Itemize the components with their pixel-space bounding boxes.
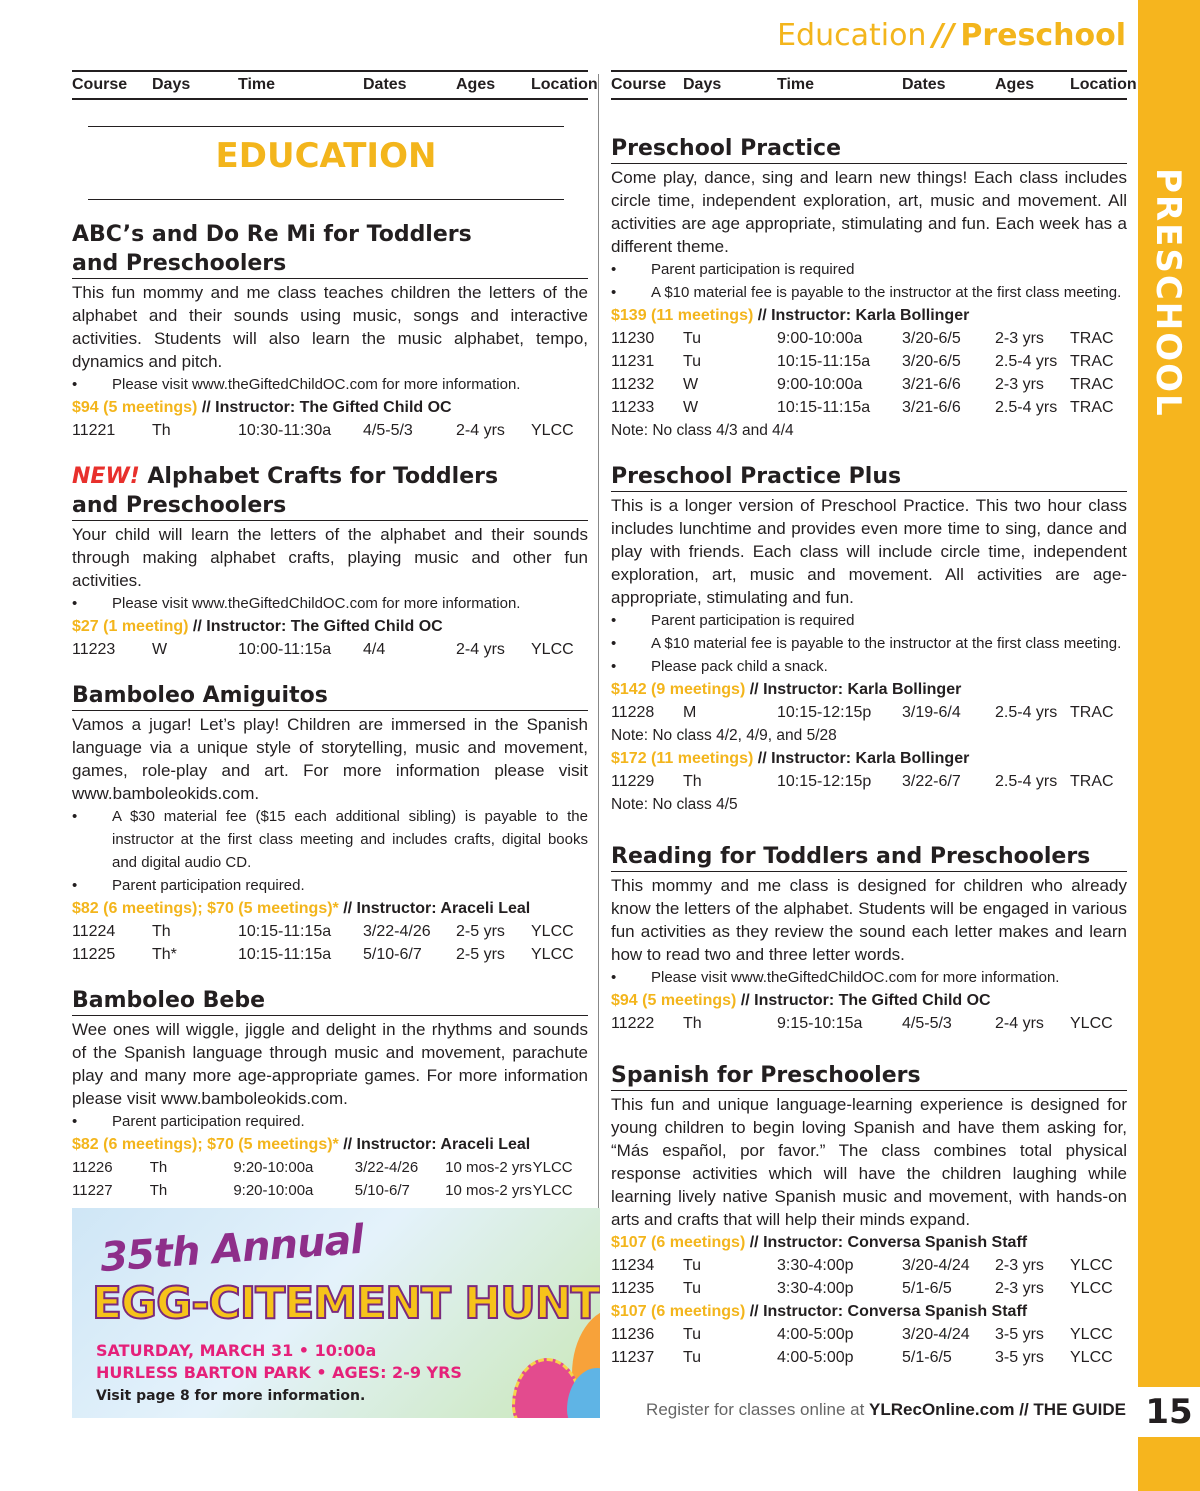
fee-price: $94 (5 meetings) xyxy=(72,399,198,416)
course-bullets xyxy=(72,592,588,615)
left-column xyxy=(72,70,598,1202)
promo-title-annual: 35th Annual xyxy=(98,1216,365,1282)
course-title: Reading for Toddlers and Preschoolers xyxy=(611,842,1127,872)
instructor: // Instructor: The Gifted Child OC xyxy=(188,618,443,635)
page-footer xyxy=(646,1400,1126,1420)
bullet-item: • Please visit www.theGiftedChildOC.com for more information. xyxy=(611,966,1127,989)
course-title: NEW! Alphabet Crafts for Toddlers and Preschoolers xyxy=(72,462,588,521)
course-bullets xyxy=(611,609,1127,678)
schedule-row: 11229 Th 10:15-12:15p 3/22-6/7 2.5-4 yrs TRAC xyxy=(611,773,1114,790)
fee-price: $139 (11 meetings) xyxy=(611,307,754,324)
bullet-item: • Please pack child a snack. xyxy=(611,655,1127,678)
schedule-note: Note: No class 4/2, 4/9, and 5/28 xyxy=(611,727,837,744)
course-block xyxy=(611,134,1127,442)
footer-site-link[interactable]: YLRecOnline.com xyxy=(869,1400,1015,1419)
schedule-row: 11237 Tu 4:00-5:00p 5/1-6/5 3-5 yrs YLCC xyxy=(611,1349,1113,1366)
footer-text: Register for classes online at xyxy=(646,1400,870,1419)
new-tag: NEW! xyxy=(72,464,140,489)
col-time: Time xyxy=(238,76,276,93)
page-number: 15 xyxy=(1138,1387,1200,1437)
egg-hunt-promo[interactable] xyxy=(72,1208,600,1418)
instructor: // Instructor: Karla Bollinger xyxy=(745,681,962,698)
bullet-item: • A $10 material fee is payable to the instructor at the first class meeting. xyxy=(611,281,1127,304)
course-description: This is a longer version of Preschool Practice. This two hour class includes lunchtime and provides even more time to sing, dance and play with friends. Each class will include circle time, independent exploration, art, music and movement. All activities are age-appropriate, stimulating and fun. xyxy=(611,496,1127,607)
course-block xyxy=(611,1061,1127,1369)
schedule-row: 11222 Th 9:15-10:15a 4/5-5/3 2-4 yrs YLCC xyxy=(611,1015,1113,1032)
footer-guide: // THE GUIDE xyxy=(1014,1400,1126,1419)
section-banner: EDUCATION xyxy=(88,126,564,200)
col-days: Days xyxy=(683,76,722,93)
course-bullets xyxy=(72,805,588,897)
schedule-note: Note: No class 4/3 and 4/4 xyxy=(611,422,794,439)
course-description: Wee ones will wiggle, jiggle and delight in the rhythms and sounds of the Spanish language through music and movement, parachute play and many more age-appropriate games. For more information please visit www.bamboleokids.com. xyxy=(72,1020,588,1108)
bullet-item: • A $10 material fee is payable to the instructor at the first class meeting. xyxy=(611,632,1127,655)
schedule-row: 11223 W 10:00-11:15a 4/4 2-4 yrs YLCC xyxy=(72,641,574,658)
fee-line xyxy=(72,396,588,419)
bullet-item: • Please visit www.theGiftedChildOC.com for more information. xyxy=(72,373,588,396)
col-course: Course xyxy=(611,76,667,93)
column-header xyxy=(611,70,1137,100)
course-description: This mommy and me class is designed for children who already know the letters of the alphabet. Students will be engaged in various fun activities as they review the sound each letter makes and learn how to read two and three letter words. xyxy=(611,876,1127,964)
fee-price: $82 (6 meetings); $70 (5 meetings)* xyxy=(72,1136,339,1153)
course-block xyxy=(72,986,588,1202)
course-bullets xyxy=(72,373,588,396)
col-ages: Ages xyxy=(995,76,1035,93)
course-block xyxy=(611,842,1127,1035)
bullet-item: • Parent participation is required xyxy=(611,609,1127,632)
bullet-item: • A $30 material fee ($15 each additional sibling) is payable to the instructor at the first class meeting and includes crafts, digital books and digital audio CD. xyxy=(72,805,588,874)
fee-price: $107 (6 meetings) xyxy=(611,1303,746,1320)
fee-line xyxy=(72,615,588,638)
promo-title-hunt: EGG-CITEMENT HUNT xyxy=(92,1278,600,1329)
fee-line xyxy=(72,897,588,920)
fee-price: $94 (5 meetings) xyxy=(611,992,737,1009)
instructor: // Instructor: Araceli Leal xyxy=(338,900,531,917)
schedule-row: 11234 Tu 3:30-4:00p 3/20-4/24 2-3 yrs YLCC xyxy=(611,1257,1113,1274)
col-course: Course xyxy=(72,76,128,93)
bullet-item: • Parent participation is required xyxy=(611,258,1127,281)
fee-line xyxy=(611,1231,1127,1254)
header-category: Education xyxy=(777,18,927,53)
col-location: Location xyxy=(1070,76,1137,93)
fee-line xyxy=(611,304,1127,327)
course-block xyxy=(72,681,588,966)
side-tab xyxy=(1138,0,1200,1491)
course-bullets xyxy=(72,1110,588,1133)
instructor: // Instructor: Karla Bollinger xyxy=(753,750,970,767)
course-bullets xyxy=(611,258,1127,304)
course-description: Vamos a jugar! Let’s play! Children are immersed in the Spanish language via a unique style of storytelling, music and movement, games, role-play and art. For more information please visit www.bamboleokids.com. xyxy=(72,715,588,803)
course-title: Preschool Practice Plus xyxy=(611,462,1127,492)
schedule-row: 11231 Tu 10:15-11:15a 3/20-6/5 2.5-4 yrs TRAC xyxy=(611,353,1114,370)
fee-line xyxy=(72,1133,588,1156)
schedule-row: 11233 W 10:15-11:15a 3/21-6/6 2.5-4 yrs TRAC xyxy=(611,399,1114,416)
schedule-row: 11225 Th* 10:15-11:15a 5/10-6/7 2-5 yrs YLCC xyxy=(72,946,574,963)
instructor: // Instructor: The Gifted Child OC xyxy=(197,399,452,416)
course-block xyxy=(72,462,588,661)
col-dates: Dates xyxy=(363,76,407,93)
instructor: // Instructor: Conversa Spanish Staff xyxy=(745,1234,1028,1251)
fee-price: $82 (6 meetings); $70 (5 meetings)* xyxy=(72,900,339,917)
page-header xyxy=(777,18,1126,53)
schedule-note: Note: No class 4/5 xyxy=(611,796,738,813)
schedule-row: 11235 Tu 3:30-4:00p 5/1-6/5 2-3 yrs YLCC xyxy=(611,1280,1113,1297)
col-dates: Dates xyxy=(902,76,946,93)
fee-line xyxy=(611,989,1127,1012)
fee-price: $172 (11 meetings) xyxy=(611,750,754,767)
course-description: Your child will learn the letters of the alphabet and their sounds through making alphabet crafts, playing music and other fun activities. xyxy=(72,525,588,590)
schedule-row: 11236 Tu 4:00-5:00p 3/20-4/24 3-5 yrs YLCC xyxy=(611,1326,1113,1343)
col-location: Location xyxy=(531,76,598,93)
course-block xyxy=(611,462,1127,816)
col-ages: Ages xyxy=(456,76,496,93)
fee-line xyxy=(611,678,1127,701)
col-days: Days xyxy=(152,76,191,93)
bullet-item: • Please visit www.theGiftedChildOC.com for more information. xyxy=(72,592,588,615)
promo-more-info: Visit page 8 for more information. xyxy=(96,1388,366,1404)
promo-details: SATURDAY, MARCH 31 • 10:00a HURLESS BARTON PARK • AGES: 2-9 YRS xyxy=(96,1341,462,1382)
schedule-row: 11221 Th 10:30-11:30a 4/5-5/3 2-4 yrs YLCC xyxy=(72,422,574,439)
course-block xyxy=(72,220,588,442)
instructor: // Instructor: The Gifted Child OC xyxy=(736,992,991,1009)
schedule-row: 11228 M 10:15-12:15p 3/19-6/4 2.5-4 yrs TRAC xyxy=(611,704,1114,721)
fee-line xyxy=(611,747,1127,770)
column-header xyxy=(72,70,598,100)
header-subcategory: Preschool xyxy=(960,18,1126,53)
course-title: Spanish for Preschoolers xyxy=(611,1061,1127,1091)
schedule-row: 11226 Th 9:20-10:00a 3/22-4/26 10 mos-2 yrs YLCC xyxy=(72,1159,573,1176)
schedule-row: 11224 Th 10:15-11:15a 3/22-4/26 2-5 yrs YLCC xyxy=(72,923,574,940)
course-title: Bamboleo Amiguitos xyxy=(72,681,588,711)
bullet-item: • Parent participation required. xyxy=(72,874,588,897)
course-description: This fun mommy and me class teaches children the letters of the alphabet and their sounds using music, songs and interactive activities. Students will also learn the music alphabet, tempo, dynamics and pitch. xyxy=(72,283,588,371)
schedule-row: 11230 Tu 9:00-10:00a 3/20-6/5 2-3 yrs TRAC xyxy=(611,330,1114,347)
fee-price: $27 (1 meeting) xyxy=(72,618,189,635)
course-title: ABC’s and Do Re Mi for Toddlers and Preschoolers xyxy=(72,220,588,279)
course-description: Come play, dance, sing and learn new things! Each class includes circle time, independent exploration, art, music and movement. All activities are age appropriate, stimulating and fun. Each week has a different theme. xyxy=(611,168,1127,256)
instructor: // Instructor: Karla Bollinger xyxy=(753,307,970,324)
bullet-item: • Parent participation required. xyxy=(72,1110,588,1133)
fee-line xyxy=(611,1300,1127,1323)
side-tab-label: PRESCHOOL xyxy=(1148,168,1188,418)
fee-price: $142 (9 meetings) xyxy=(611,681,746,698)
course-title: Preschool Practice xyxy=(611,134,1127,164)
course-title: Bamboleo Bebe xyxy=(72,986,588,1016)
instructor: // Instructor: Conversa Spanish Staff xyxy=(745,1303,1028,1320)
course-description: This fun and unique language-learning experience is designed for young children to begin loving Spanish and have them asking for, “Más español, por favor.” The class combines total physical response activities which will have the children laughing while learning lively native Spanish music and movement, with hands-on arts and crafts that will help their minds expand. xyxy=(611,1095,1127,1229)
schedule-row: 11232 W 9:00-10:00a 3/21-6/6 2-3 yrs TRAC xyxy=(611,376,1114,393)
col-time: Time xyxy=(777,76,815,93)
header-separator: // xyxy=(932,18,955,53)
right-column xyxy=(611,70,1137,1369)
fee-price: $107 (6 meetings) xyxy=(611,1234,746,1251)
instructor: // Instructor: Araceli Leal xyxy=(338,1136,531,1153)
schedule-row: 11227 Th 9:20-10:00a 5/10-6/7 10 mos-2 yrs YLCC xyxy=(72,1182,573,1199)
course-bullets xyxy=(611,966,1127,989)
